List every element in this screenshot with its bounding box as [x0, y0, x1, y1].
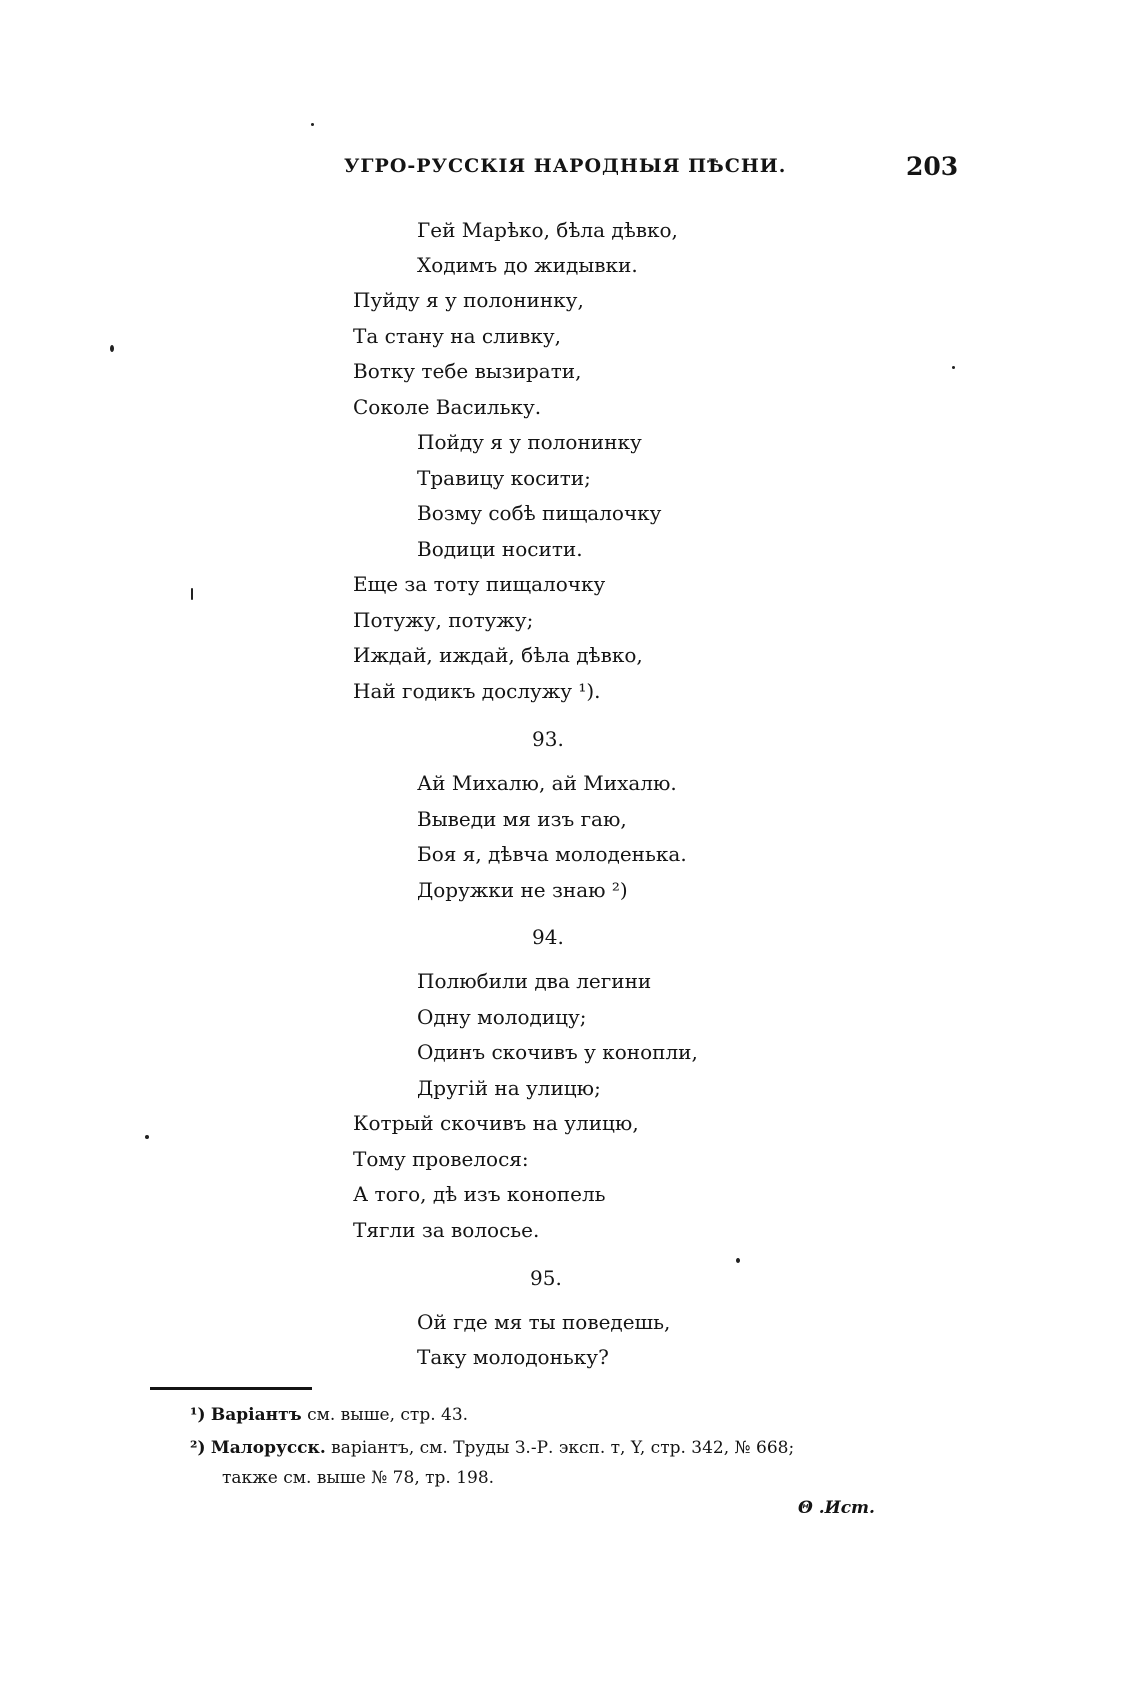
- verse-line: Другій на улицю;: [417, 1076, 601, 1100]
- song-number: 94.: [532, 925, 564, 949]
- verse-line: Пойду я у полонинку: [417, 430, 642, 454]
- verse-line: Иждай, иждай, бѣла дѣвко,: [353, 643, 643, 667]
- verse-line: Травицу косити;: [417, 466, 591, 490]
- signature: Θ .Ист.: [798, 1498, 875, 1518]
- verse-line: Одинъ скочивъ у конопли,: [417, 1040, 698, 1064]
- footnote-marker: ²): [190, 1438, 206, 1458]
- verse-line: Возму собѣ пищалочку: [417, 501, 662, 525]
- verse-line: Водици носити.: [417, 537, 583, 561]
- verse-line: А того, дѣ изъ конопель: [353, 1182, 606, 1206]
- scan-speck: [311, 123, 314, 126]
- scan-speck: [952, 366, 955, 369]
- verse-line: Пуйду я у полонинку,: [353, 288, 584, 312]
- footnote-2: [190, 1438, 794, 1458]
- scan-speck: [110, 345, 114, 352]
- footnote-1: [190, 1405, 468, 1425]
- verse-line: Та стану на сливку,: [353, 324, 561, 348]
- verse-line: Таку молодоньку?: [417, 1345, 609, 1369]
- verse-line: Выведи мя изъ гаю,: [417, 807, 627, 831]
- footnote-2-continuation: также см. выше № 78, тр. 198.: [222, 1468, 495, 1488]
- footnote-text: см. выше, стр. 43.: [301, 1405, 469, 1425]
- footnote-lead: Варіантъ: [210, 1405, 302, 1425]
- footnote-text: варіантъ, см. Труды З.-Р. эксп. т, Y, стр. 342, № 668;: [325, 1438, 795, 1458]
- scan-speck: [191, 588, 193, 600]
- verse-line: Доружки не знаю ²): [417, 878, 628, 902]
- scan-speck: [145, 1135, 149, 1139]
- song-number: 93.: [532, 727, 564, 751]
- scan-speck: [736, 1258, 740, 1263]
- running-title: УГРО-РУССКІЯ НАРОДНЫЯ ПѢСНИ.: [344, 155, 787, 177]
- verse-line: Гей Марѣко, бѣла дѣвко,: [417, 218, 678, 242]
- verse-line: Ходимъ до жидывки.: [417, 253, 638, 277]
- verse-line: Соколе Васильку.: [353, 395, 542, 419]
- verse-line: Най годикъ дослужу ¹).: [353, 679, 601, 703]
- verse-line: Ой где мя ты поведешь,: [417, 1310, 671, 1334]
- song-number: 95.: [530, 1266, 562, 1290]
- footnote-lead: Малорусск.: [210, 1438, 326, 1458]
- footnote-rule: [150, 1387, 312, 1390]
- verse-line: Полюбили два легини: [417, 969, 652, 993]
- verse-line: Потужу, потужу;: [353, 608, 534, 632]
- footnote-marker: ¹): [190, 1405, 206, 1425]
- verse-line: Ай Михалю, ай Михалю.: [417, 771, 677, 795]
- verse-line: Еще за тоту пищалочку: [353, 572, 606, 596]
- verse-line: Одну молодицу;: [417, 1005, 587, 1029]
- verse-line: Тому провелося:: [353, 1147, 529, 1171]
- verse-line: Вотку тебе вызирати,: [353, 359, 582, 383]
- page-number: 203: [906, 152, 959, 181]
- verse-line: Боя я, дѣвча молоденька.: [417, 842, 687, 866]
- verse-line: Котрый скочивъ на улицю,: [353, 1111, 639, 1135]
- verse-line: Тягли за волосье.: [353, 1218, 540, 1242]
